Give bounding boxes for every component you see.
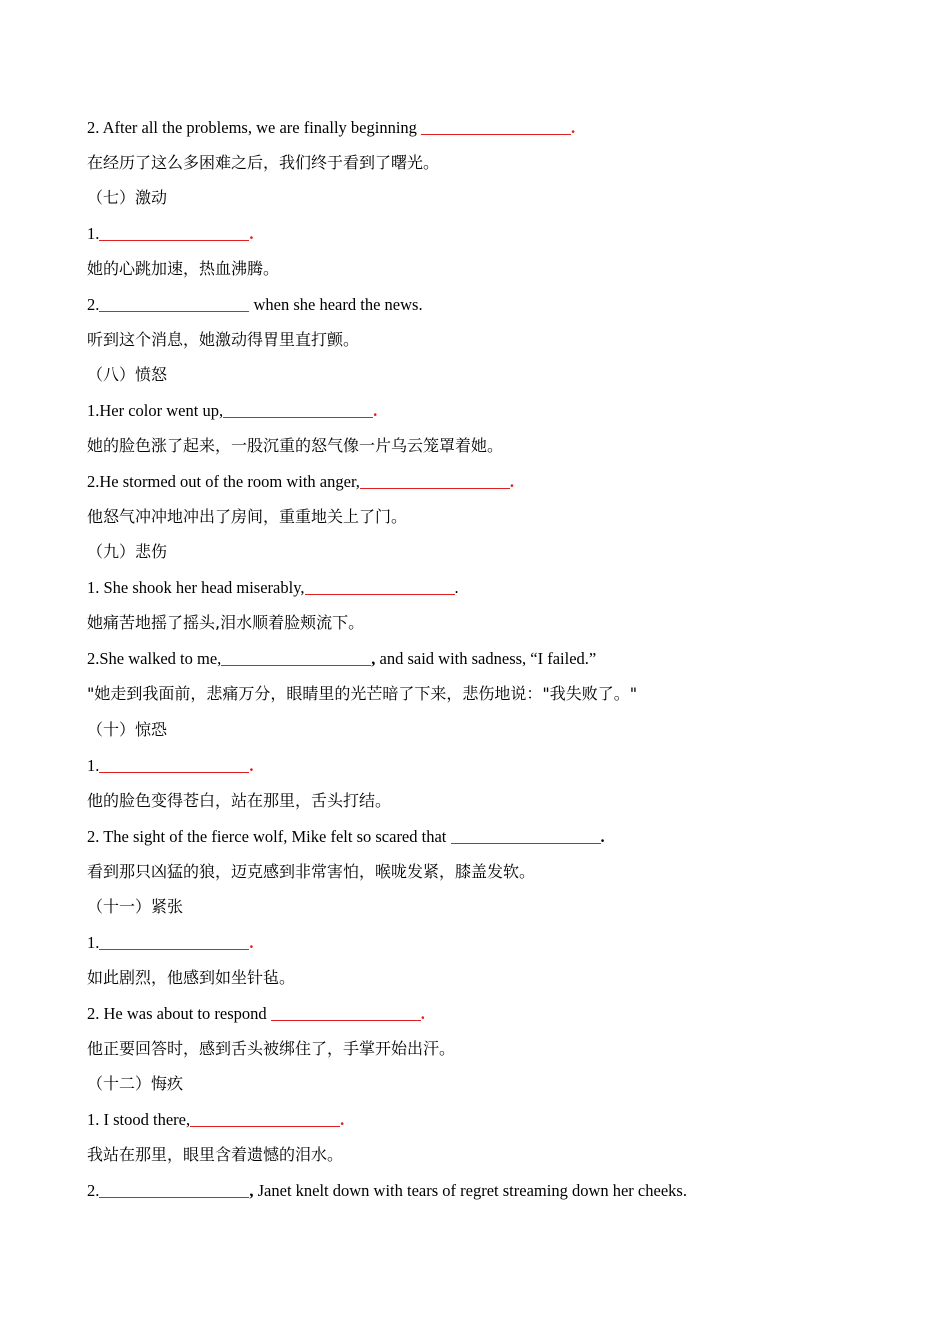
answer-blank[interactable] [221, 649, 371, 666]
answer-blank[interactable] [421, 118, 571, 135]
sentence-text: 2. [87, 295, 100, 314]
sentence-text: 2.She walked to me, [87, 649, 222, 668]
exercise-line [87, 399, 377, 422]
sentence-comma: , [249, 1181, 254, 1200]
translation-line: 她的脸色涨了起来，一股沉重的怒气像一片乌云笼罩着她。 [87, 436, 504, 455]
answer-blank[interactable] [99, 224, 249, 241]
exercise-line [87, 116, 575, 139]
section-heading: （十一）紧张 [87, 897, 184, 916]
section-heading: （九）悲伤 [87, 542, 168, 561]
translation-line: 我站在那里，眼里含着遗憾的泪水。 [87, 1145, 344, 1164]
answer-blank[interactable] [360, 472, 510, 489]
sentence-end: . [373, 401, 378, 420]
sentence-text: and said with sadness, “I failed.” [375, 649, 597, 668]
section-heading: （八）愤怒 [87, 365, 168, 384]
sentence-text: 2.He stormed out of the room with anger, [87, 472, 360, 491]
answer-blank[interactable] [99, 933, 249, 950]
translation-line: 如此剧烈，他感到如坐针毡。 [87, 968, 296, 987]
sentence-end: . [249, 224, 254, 243]
sentence-end: . [420, 1004, 425, 1023]
sentence-text: 2. The sight of the fierce wolf, Mike felt so scared that [87, 827, 451, 846]
sentence-text: Janet knelt down with tears of regret streaming down her cheeks. [253, 1181, 687, 1200]
sentence-end: . [571, 118, 576, 137]
exercise-line [87, 931, 254, 954]
sentence-end: . [249, 933, 254, 952]
answer-blank[interactable] [99, 1181, 249, 1198]
sentence-text: 2. After all the problems, we are finally beginning [87, 118, 422, 137]
sentence-text: 2. He was about to respond [87, 1004, 271, 1023]
answer-blank[interactable] [305, 578, 455, 595]
exercise-line [87, 825, 605, 848]
translation-line: 在经历了这么多困难之后，我们终于看到了曙光。 [87, 153, 440, 172]
exercise-line [87, 1002, 425, 1025]
translation-line: 她痛苦地摇了摇头,泪水顺着脸颊流下。 [87, 613, 365, 632]
sentence-text: 1. She shook her head miserably, [87, 578, 305, 597]
section-heading: （十）惊恐 [87, 720, 168, 739]
sentence-end: . [340, 1110, 345, 1129]
answer-blank[interactable] [99, 295, 249, 312]
sentence-text: 1. [87, 933, 100, 952]
answer-blank[interactable] [223, 401, 373, 418]
section-heading: （十二）悔疚 [87, 1074, 184, 1093]
answer-blank[interactable] [451, 827, 601, 844]
sentence-end: . [454, 578, 459, 597]
translation-line: 她的心跳加速，热血沸腾。 [87, 259, 280, 278]
translation-line: 看到那只凶猛的狼，迈克感到非常害怕，喉咙发紧，膝盖发软。 [87, 862, 536, 881]
sentence-end: . [600, 827, 605, 846]
sentence-text: 1. [87, 224, 100, 243]
exercise-line [87, 222, 254, 245]
exercise-line [87, 1179, 687, 1202]
sentence-text: 1. [87, 756, 100, 775]
exercise-line [87, 470, 514, 493]
answer-blank[interactable] [99, 756, 249, 773]
sentence-text: 1. I stood there, [87, 1110, 191, 1129]
translation-line: 他怒气冲冲地冲出了房间，重重地关上了门。 [87, 507, 408, 526]
exercise-line [87, 293, 423, 316]
sentence-text: 1.Her color went up, [87, 401, 224, 420]
answer-blank[interactable] [271, 1004, 421, 1021]
sentence-text: when she heard the news. [249, 295, 423, 314]
answer-blank[interactable] [190, 1110, 340, 1127]
sentence-end: . [249, 756, 254, 775]
exercise-line [87, 1108, 344, 1131]
translation-line: 他的脸色变得苍白，站在那里，舌头打结。 [87, 791, 392, 810]
sentence-end: . [509, 472, 515, 491]
translation-line: 他正要回答时，感到舌头被绑住了，手掌开始出汗。 [87, 1039, 456, 1058]
exercise-line [87, 576, 459, 599]
exercise-line [87, 647, 596, 670]
exercise-line [87, 754, 254, 777]
sentence-text: 2. [87, 1181, 100, 1200]
sentence-comma: , [371, 649, 376, 668]
section-heading: （七）激动 [87, 188, 168, 207]
translation-line: "她走到我面前，悲痛万分，眼睛里的光芒暗了下来，悲伤地说："我失败了。" [87, 684, 638, 703]
translation-line: 听到这个消息，她激动得胃里直打颤。 [87, 330, 360, 349]
